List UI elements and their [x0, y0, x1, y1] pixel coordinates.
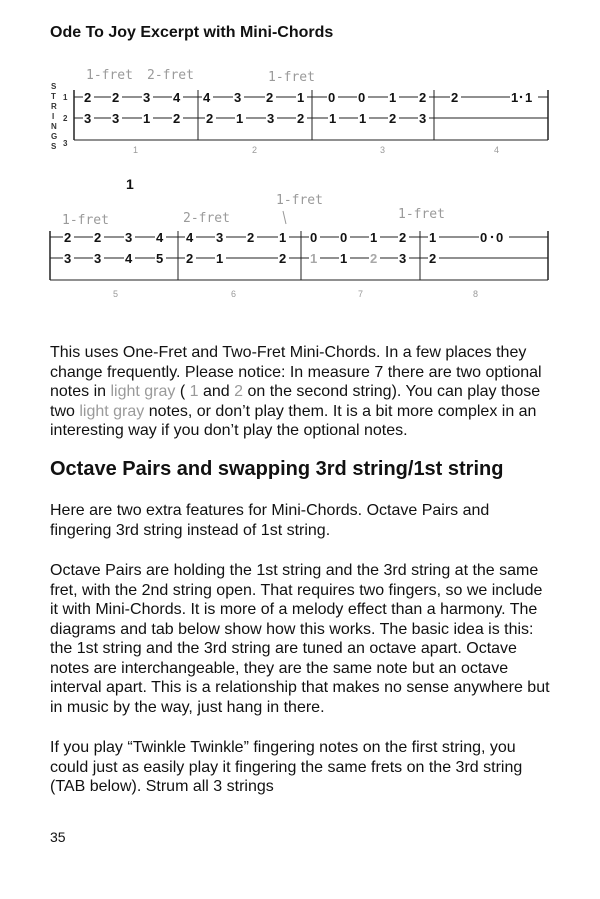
- tab-note: 3: [112, 111, 120, 126]
- tab-note: 4: [156, 230, 164, 245]
- tab-note: 0: [328, 90, 336, 105]
- strings-label-letter: T: [51, 92, 56, 101]
- tab-note: 1: [525, 90, 533, 105]
- tab-note: 2: [279, 251, 287, 266]
- tab-note: 3: [64, 251, 72, 266]
- measure-number: 8: [473, 289, 479, 299]
- tab-note: 4: [125, 251, 133, 266]
- measure-number: 5: [113, 289, 119, 299]
- string-number: 1: [63, 93, 68, 102]
- tab-note: 2: [84, 90, 92, 105]
- tab-note: 2: [419, 90, 427, 105]
- fret-label: 1-fret: [398, 207, 445, 222]
- tab-note: 2: [94, 230, 102, 245]
- paragraph-text: notes, or don’t play them. It is a bit more complex in an interesting way if you don’t play the optional notes.: [50, 402, 537, 439]
- tab-note: 0: [496, 230, 504, 245]
- fret-label: 2-fret: [147, 68, 194, 83]
- tab-note: 3: [419, 111, 427, 126]
- tab-note: 3: [399, 251, 407, 266]
- gray-text: light gray: [79, 402, 145, 420]
- tab-note: 2: [429, 251, 437, 266]
- page-title: Ode To Joy Excerpt with Mini-Chords: [50, 24, 334, 41]
- tab-note: 1: [279, 230, 287, 245]
- paragraph-text: (: [175, 383, 190, 400]
- paragraph-octave-pairs: Octave Pairs are holding the 1st string and the 3rd string at the same fret, with the 2nd string open. That requires two fingers, so we include it with Mini-Chords. It is more of a melody effect than a harmony. The diagrams and tab below show how this works. The basic idea is this: the 1st string and the 3rd string are tuned an octave apart. Octave notes are interchangeable, they are the same note but an octave interval apart. This is a relationship that makes no sense anywhere but in music by the way, just hang in there.: [50, 562, 550, 716]
- tab-note: 1: [236, 111, 244, 126]
- fret-label: 1-fret: [268, 70, 315, 85]
- measure-number: 3: [380, 145, 386, 155]
- strings-label-letter: S: [51, 82, 57, 91]
- tab-note: 2: [297, 111, 305, 126]
- measure-number: 6: [231, 289, 237, 299]
- tab-note: 2: [247, 230, 255, 245]
- tab-note: 2: [389, 111, 397, 126]
- paragraph-text: This uses One-Fret and Two-Fret Mini-Chords. In a few places they change frequently. Please notice: In measure 7 there are two optional notes in: [50, 344, 542, 400]
- fret-label: 1-fret: [276, 193, 323, 208]
- tab-note: 2: [64, 230, 72, 245]
- paragraph-text: and: [198, 383, 235, 400]
- paragraph-extra-features: Here are two extra features for Mini-Chords. Octave Pairs and fingering 3rd string instead of 1st string.: [50, 502, 490, 539]
- tab-note: 3: [143, 90, 151, 105]
- tab-system-1: [51, 68, 548, 155]
- paragraph-text: on the second string). You can play those two: [50, 383, 541, 420]
- tab-note: 1: [143, 111, 151, 126]
- tab-note: 2: [173, 111, 181, 126]
- tab-note: 4: [186, 230, 194, 245]
- section-heading: Octave Pairs and swapping 3rd string/1st string: [50, 458, 504, 480]
- note-dot: [520, 96, 522, 98]
- optional-tab-note: 1: [310, 251, 318, 266]
- strings-label-letter: S: [51, 142, 57, 151]
- measure-number: 7: [358, 289, 364, 299]
- tab-note: 1: [359, 111, 367, 126]
- tab-note: 1: [429, 230, 437, 245]
- tab-note: 0: [358, 90, 366, 105]
- tab-note: 1: [370, 230, 378, 245]
- tab-note: 1: [389, 90, 397, 105]
- tab-note: 3: [84, 111, 92, 126]
- gray-text: light gray: [110, 383, 176, 400]
- strings-label-letter: R: [51, 102, 57, 111]
- fret-pointer: [283, 211, 286, 224]
- paragraph-twinkle: If you play “Twinkle Twinkle” fingering notes on the first string, you could just as easily play it fingering the same frets on the 3rd string (TAB below). Strum all 3 strings: [50, 739, 523, 795]
- tab-note: 1: [511, 90, 519, 105]
- tab-note: 3: [267, 111, 275, 126]
- note-dot: [491, 236, 493, 238]
- fret-label: 2-fret: [183, 211, 230, 226]
- tab-note: 3: [216, 230, 224, 245]
- tab-note: 1: [216, 251, 224, 266]
- page-number: 35: [50, 829, 66, 845]
- tab-note: 3: [125, 230, 133, 245]
- tab-note: 5: [156, 251, 164, 266]
- tab-note: 2: [206, 111, 214, 126]
- tab-note: 0: [340, 230, 348, 245]
- tab-note: 1: [340, 251, 348, 266]
- strings-label-letter: N: [51, 122, 57, 131]
- tab-note: 4: [173, 90, 181, 105]
- measure-number: 2: [252, 145, 258, 155]
- strings-label-letter: G: [51, 132, 58, 141]
- tab-note: 2: [112, 90, 120, 105]
- gray-text: 2: [234, 383, 244, 400]
- system-marker: 1: [126, 176, 134, 192]
- tab-note: 3: [94, 251, 102, 266]
- tab-note: 2: [399, 230, 407, 245]
- fret-label: 1-fret: [62, 213, 109, 228]
- tab-system-2: [50, 176, 548, 299]
- gray-text: 1: [189, 383, 199, 400]
- tab-note: 3: [234, 90, 242, 105]
- paragraph-mini-chords: [50, 343, 550, 441]
- measure-number: 1: [133, 145, 139, 155]
- tab-note: 0: [310, 230, 318, 245]
- tab-note: 2: [451, 90, 459, 105]
- tab-note: 1: [297, 90, 305, 105]
- measure-number: 4: [494, 145, 500, 155]
- string-number: 3: [63, 139, 68, 148]
- tab-note: 1: [329, 111, 337, 126]
- optional-tab-note: 2: [370, 251, 378, 266]
- tab-note: 2: [266, 90, 274, 105]
- fret-label: 1-fret: [86, 68, 133, 83]
- tab-note: 0: [480, 230, 488, 245]
- string-number: 2: [63, 114, 68, 123]
- tab-note: 2: [186, 251, 194, 266]
- tab-note: 4: [203, 90, 211, 105]
- strings-label-letter: I: [52, 112, 55, 121]
- tablature-figure: [0, 60, 600, 310]
